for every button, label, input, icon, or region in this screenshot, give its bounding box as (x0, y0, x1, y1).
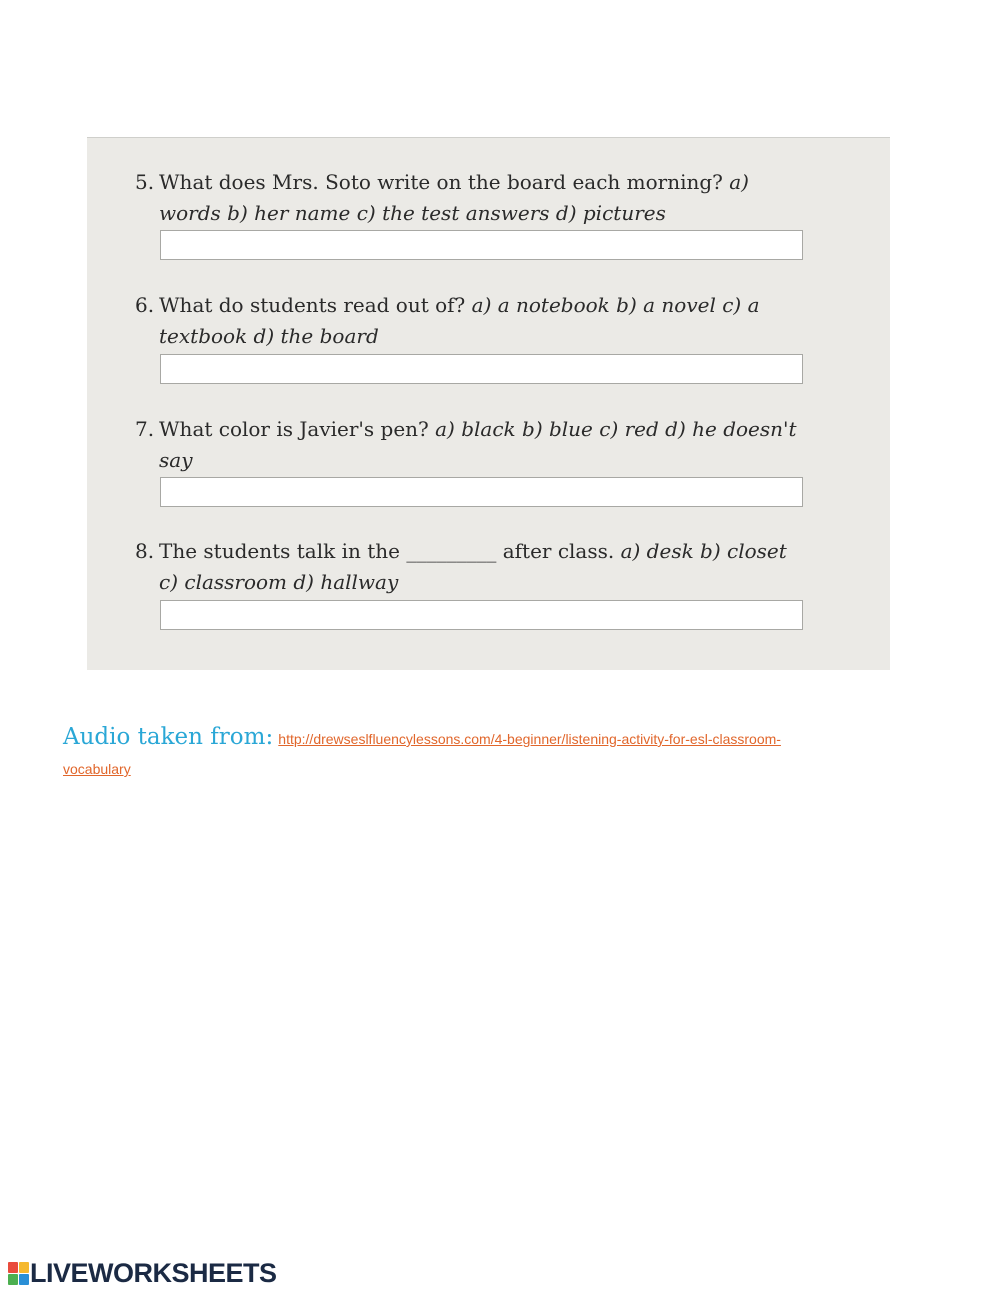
question-text: What does Mrs. Soto write on the board each morning? (159, 170, 723, 194)
question-text: The students talk in the _________ after class. (159, 539, 615, 563)
question-options-continued: textbook d) the board (159, 324, 379, 348)
question-7 (135, 414, 815, 476)
question-6 (135, 290, 815, 352)
question-options-continued: say (159, 448, 193, 472)
question-number: 5. (135, 170, 155, 194)
answer-field-7[interactable] (160, 477, 803, 507)
question-number: 6. (135, 293, 155, 317)
question-options: a) desk b) closet (620, 539, 787, 563)
question-8 (135, 536, 815, 598)
question-5 (135, 167, 815, 229)
answer-field-8[interactable] (160, 600, 803, 630)
question-number: 8. (135, 539, 155, 563)
question-options: a) black b) blue c) red d) he doesn't (435, 417, 797, 441)
question-options-continued: c) classroom d) hallway (159, 570, 399, 594)
logo-blocks-icon (8, 1262, 28, 1284)
question-options: a) a notebook b) a novel c) a (471, 293, 760, 317)
answer-field-5[interactable] (160, 230, 803, 260)
source-label: Audio taken from: (63, 724, 274, 750)
logo-block-blue (19, 1274, 29, 1285)
logo-block-red (8, 1262, 18, 1273)
source-link[interactable]: http://drewseslfluencylessons.com/4-beginner/listening-activity-for-esl-classroom-vocabulary (63, 731, 781, 777)
logo-block-yellow (19, 1262, 29, 1273)
worksheet-panel (87, 137, 890, 670)
audio-source (63, 722, 843, 784)
logo-text: LIVEWORKSHEETS (30, 1257, 277, 1288)
question-options: a) (729, 170, 749, 194)
question-text: What color is Javier's pen? (159, 417, 429, 441)
question-text: What do students read out of? (159, 293, 466, 317)
liveworksheets-logo (8, 1258, 277, 1288)
question-options-continued: words b) her name c) the test answers d) pictures (159, 201, 666, 225)
logo-block-green (8, 1274, 18, 1285)
answer-field-6[interactable] (160, 354, 803, 384)
question-number: 7. (135, 417, 155, 441)
